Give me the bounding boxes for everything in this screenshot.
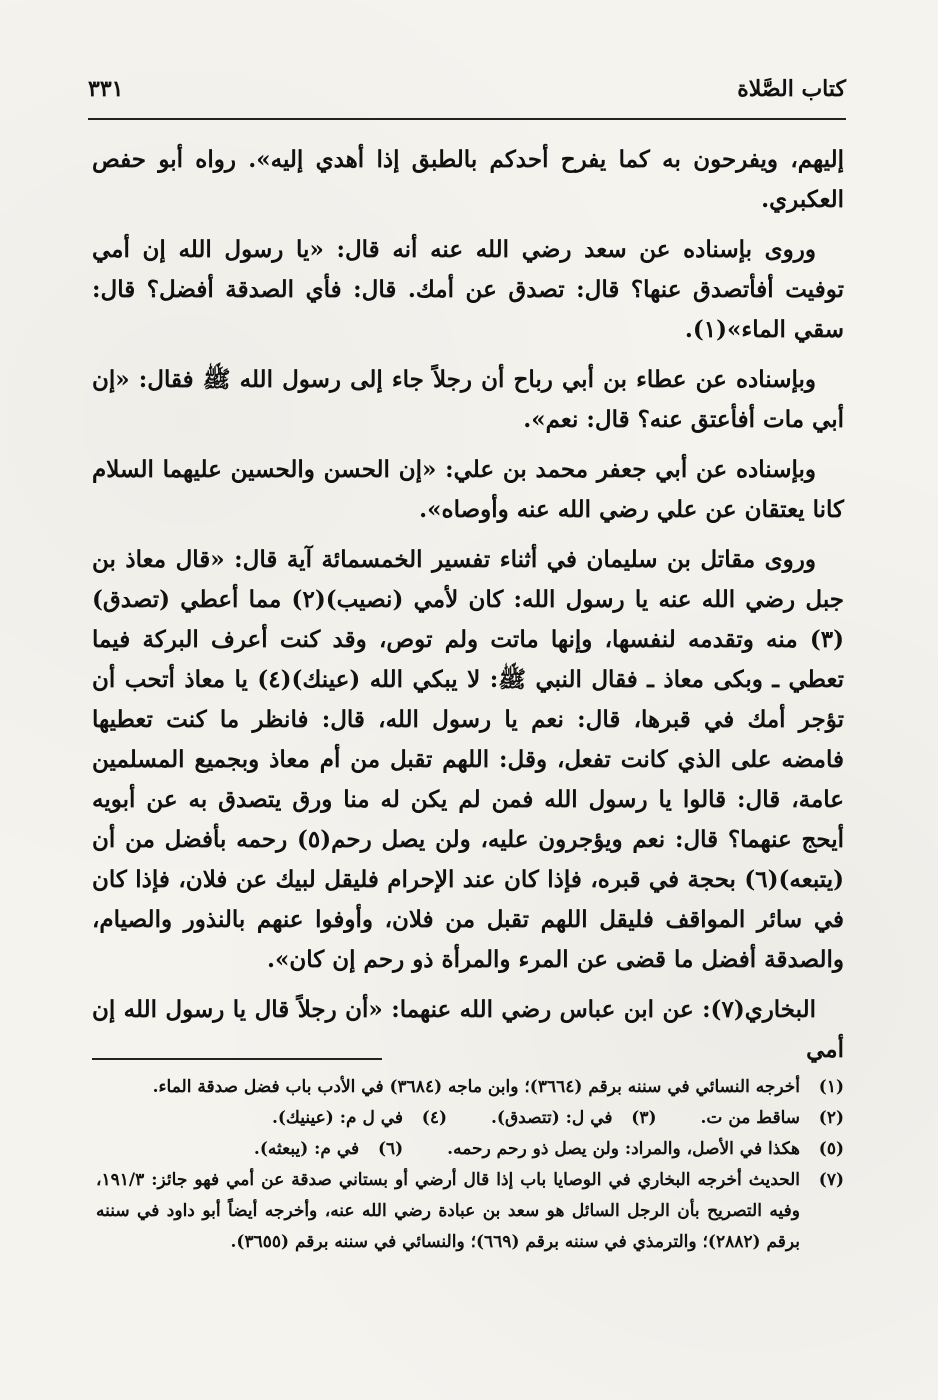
- footnotes: [96, 1072, 844, 1258]
- footnote-row: [96, 1103, 844, 1134]
- page-header: [88, 72, 846, 116]
- footnote-row: [96, 1134, 844, 1165]
- main-text: [92, 140, 844, 1080]
- chapter-title: كتاب الصَّلاة: [737, 76, 846, 102]
- paragraph: وبإسناده عن أبي جعفر محمد بن علي: «إن الحسن والحسين عليهما السلام كانا يعتقان عن علي رضي الله عنه وأوصاه».: [92, 456, 844, 523]
- footnote-number: (٣): [631, 1108, 657, 1128]
- footnote-rule: [92, 1058, 382, 1060]
- paragraph: إليهم، ويفرحون به كما يفرح أحدكم بالطبق إذا أهدي إليه». رواه أبو حفص العكبري.: [92, 146, 844, 213]
- paragraph: وروى بإسناده عن سعد رضي الله عنه أنه قال: «يا رسول الله إن أمي توفيت أفأتصدق عنها؟ قال: تصدق عن أمك. قال: فأي الصدقة أفضل؟ قال: سقي الماء»(١).: [92, 236, 844, 343]
- footnote-number: (٥): [818, 1139, 844, 1159]
- footnote-text: في م: (يبعثه).: [253, 1139, 360, 1159]
- paragraph: وبإسناده عن عطاء بن أبي رباح أن رجلاً جاء إلى رسول الله ﷺ فقال: «إن أبي مات أفأعتق عنه؟ قال: نعم».: [92, 366, 844, 433]
- footnote-number: (٧): [818, 1170, 844, 1190]
- paragraph: وروى مقاتل بن سليمان في أثناء تفسير الخمسمائة آية قال: «قال معاذ بن جبل رضي الله عنه يا رسول الله: كان لأمي (نصيب)(٢) مما أعطي (تصدق)(٣) منه وتقدمه لنفسها، وإنها ماتت ولم توص، وقد كنت أعرف البركة فيما تعطي ـ وبكى معاذ ـ فقال النبي ﷺ: لا يبكي الله (عينك)(٤) يا معاذ أتحب أن تؤجر أمك في قبرها، قال: نعم يا رسول الله، قال: فانظر ما كنت تعطيها فامضه على الذي كانت تفعل، وقل: اللهم تقبل من أم معاذ وبجميع المسلمين عامة، قال: قالوا يا رسول الله فمن لم يكن له منا ورق يتصدق به عن أبويه أيحج عنهما؟ قال: نعم ويؤجرون عليه، ولن يصل رحم(٥) رحمه بأفضل من أن (يتبعه)(٦) بحجة في قبره، فإذا كان عند الإحرام فليقل لبيك عن فلان، فإذا كان في سائر المواقف فليقل اللهم تقبل من فلان، وأوفوا عنهم بالنذور والصيام، والصدقة أفضل ما قضى عن المرء والمرأة ذو رحم إن كان».: [92, 546, 844, 973]
- header-rule: [88, 118, 846, 120]
- footnote-number: (١): [818, 1077, 844, 1097]
- footnote-text: في ل: (تتصدق).: [491, 1108, 613, 1128]
- paragraph: البخاري(٧): عن ابن عباس رضي الله عنهما: «أن رجلاً قال يا رسول الله إن أمي: [92, 996, 844, 1063]
- footnote: [96, 1072, 844, 1103]
- footnote-number: (٢): [818, 1108, 844, 1128]
- footnote-number: (٤): [421, 1108, 448, 1128]
- footnote-text: في ل م: (عينيك).: [271, 1108, 404, 1128]
- footnote-text: ساقط من ت.: [700, 1108, 800, 1128]
- footnote-number: (٦): [377, 1139, 404, 1159]
- footnote-text: أخرجه النسائي في سننه برقم (٣٦٦٤)؛ وابن ماجه (٣٦٨٤) في الأدب باب فضل صدقة الماء.: [152, 1077, 800, 1097]
- page-number: ٣٣١: [88, 76, 124, 102]
- footnote-text: الحديث أخرجه البخاري في الوصايا باب إذا قال أرضي أو بستاني صدقة عن أمي فهو جائز: ١٩١/٣، وفيه التصريح بأن الرجل السائل هو سعد بن عبادة رضي الله عنه، وأخرجه أيضاً أبو داود في سننه برقم (٢٨٨٢)؛ والترمذي في سننه برقم (٦٦٩)؛ والنسائي في سننه برقم (٣٦٥٥).: [96, 1170, 800, 1252]
- footnote: [96, 1165, 844, 1258]
- footnote-text: هكذا في الأصل، والمراد: ولن يصل ذو رحم رحمه.: [447, 1139, 800, 1159]
